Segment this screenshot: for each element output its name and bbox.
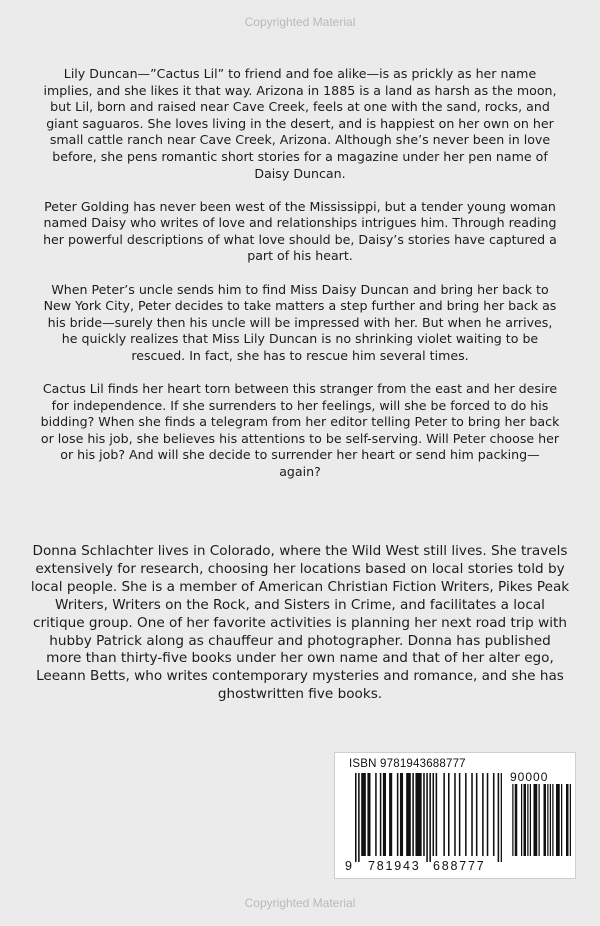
barcode-bar	[493, 773, 495, 856]
barcode-bar	[476, 773, 478, 856]
barcode-bar	[521, 784, 522, 856]
ean-left-digits: 781943	[368, 859, 421, 873]
barcode-guard-bar	[498, 773, 500, 862]
barcode-guard-bar	[429, 773, 431, 862]
barcode-bar	[443, 773, 445, 856]
barcode-bar	[552, 784, 553, 856]
barcode-bar	[415, 773, 421, 856]
barcode-bar	[471, 773, 473, 856]
barcode-bar	[454, 773, 456, 856]
barcode-guard-bar	[358, 773, 360, 862]
barcode-bar	[436, 773, 438, 856]
barcode-bar	[433, 773, 435, 856]
barcode-bar	[400, 773, 403, 856]
barcode-bar	[530, 784, 531, 856]
barcode-bar	[406, 773, 411, 856]
author-bio: Donna Schlachter lives in Colorado, where the Wild West still lives. She travels extensively for research, choosing her locations based on local stories told by local people. She is a member of American Christian Fiction Writers, Pikes Peak Writers, Writers on the Rock, and Sisters in Crime, and facilitates a local critique group. One of her favorite activities is planning her next road trip with hubby Patrick along as chauffeur and photographer. Donna has published more than thirty-five books under her own name and that of her alter ego, Leeann Betts, who writes contemporary mysteries and romance, and she has ghostwritten five books.	[30, 543, 570, 703]
barcode-bar	[534, 784, 538, 856]
ean-right-digits: 688777	[433, 859, 486, 873]
copyright-watermark-bottom: Copyrighted Material	[244, 896, 356, 910]
blurb-paragraph-1: Lily Duncan—”Cactus Lil” to friend and foe alike—is as prickly as her name implies, and she likes it that way. Arizona in 1885 is a land as harsh as the moon, but Lil, born and raised near Cave Creek, feels at one with the sand, rocks, and giant saguaros. She loves living in the desert, and is happiest on her own on her small cattle ranch near Cave Creek, Arizona. Although she’s never been in love before, she pens romantic short stories for a magazine under her pen name of Daisy Duncan.	[43, 66, 557, 181]
addon-bars	[511, 784, 571, 856]
blurb-paragraph-3: When Peter’s uncle sends him to find Miss Daisy Duncan and bring her back to New York City, Peter decides to take matters a step further and bring her back as his bride—surely then his uncle will be impressed with her. But when he arrives, he quickly realizes that Miss Lily Duncan is no shrinking violet waiting to be rescued. In fact, she has to rescue him several times.	[43, 281, 557, 363]
barcode-bar	[512, 784, 513, 856]
copyright-watermark-top: Copyrighted Material	[244, 15, 356, 29]
barcode-bar	[423, 773, 425, 856]
barcode-bar	[412, 773, 414, 856]
barcode-guard-bar	[501, 773, 502, 862]
barcode-bar	[561, 784, 562, 856]
barcode-bar	[515, 784, 518, 856]
barcode-bar	[375, 773, 377, 856]
barcode-bar	[527, 784, 528, 856]
barcode-bar	[397, 773, 399, 856]
book-blurb	[40, 66, 560, 497]
blurb-paragraph-4: Cactus Lil finds her heart torn between this stranger from the east and her desire for independence. If she surrenders to her feelings, will she be forced to do his bidding? When she finds a telegram from her editor telling Peter to bring her back or lose his job, she believes his attentions to be self-serving. Will Peter choose her or his job? And will she decide to surrender her heart or send him packing—again?	[40, 381, 560, 479]
barcode-bar	[448, 773, 450, 856]
barcode-bar	[361, 773, 366, 856]
barcode-bar	[570, 784, 571, 856]
barcode-bar	[380, 773, 382, 856]
ean-first-digit: 9	[345, 859, 354, 873]
barcode-bar	[465, 773, 467, 856]
barcode-bar	[556, 784, 560, 856]
barcode-bar	[544, 784, 547, 856]
barcode-guard-bar	[355, 773, 357, 862]
barcode-guard-bar	[426, 773, 428, 862]
isbn-label: ISBN 9781943688777	[349, 758, 466, 770]
barcode-bar	[482, 773, 484, 856]
isbn-barcode	[334, 752, 576, 879]
barcode-bar	[566, 784, 569, 856]
ean13-bars	[355, 773, 502, 862]
barcode-bar	[459, 773, 461, 856]
barcode-bar	[389, 773, 392, 856]
barcode-bar	[383, 773, 386, 856]
blurb-paragraph-2: Peter Golding has never been west of the Mississippi, but a tender young woman named Daisy who writes of love and relationships intrigues him. Through reading her powerful descriptions of what love should be, Daisy’s stories have captured a part of his heart.	[43, 198, 557, 264]
barcode-bar	[487, 773, 489, 856]
barcode-bar	[367, 773, 370, 856]
barcode-bar	[547, 784, 548, 856]
price-code: 90000	[510, 770, 549, 784]
barcode-bar	[539, 784, 540, 856]
barcode-bar	[524, 784, 527, 856]
barcode-bar	[550, 784, 551, 856]
